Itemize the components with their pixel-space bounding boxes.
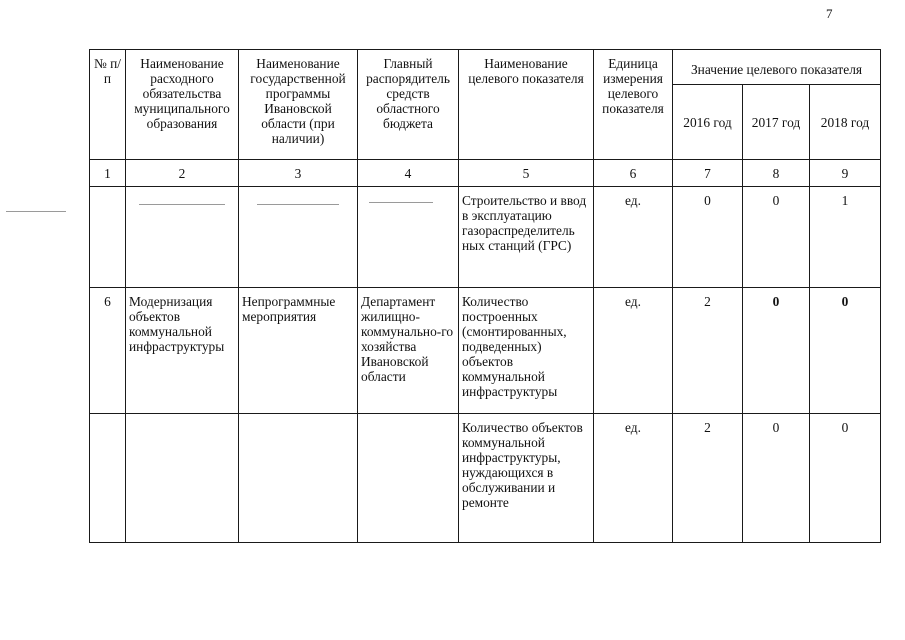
header-col-obligation: Наименование расходного обязательства муниципального образования [126,50,239,160]
header-value-group: Значение целевого показателя [673,50,881,85]
table-row [90,288,881,414]
column-index: 8 [743,160,810,187]
administrator-cell [358,414,459,543]
column-index: 6 [594,160,673,187]
header-year-2018: 2018 год [810,85,881,160]
row-number [90,187,126,288]
column-index: 2 [126,160,239,187]
indicators-table [89,49,881,543]
column-index: 1 [90,160,126,187]
unit-cell: ед. [594,288,673,414]
unit-cell: ед. [594,414,673,543]
value-2017: 0 [743,414,810,543]
row-number: 6 [90,288,126,414]
column-index: 9 [810,160,881,187]
value-2018: 0 [810,414,881,543]
header-col-program: Наименование государственной программы Ивановской области (при наличии) [239,50,358,160]
column-index: 7 [673,160,743,187]
header-col-administrator: Главный распорядитель средств областного бюджета [358,50,459,160]
value-2016: 2 [673,288,743,414]
column-index: 4 [358,160,459,187]
obligation-cell: Модернизация объектов коммунальной инфраструктуры [126,288,239,414]
page-number: 7 [826,6,833,21]
indicator-cell: Количество объектов коммунальной инфраструктуры, нуждающихся в обслуживании и ремонте [459,414,594,543]
value-2018: 1 [810,187,881,288]
value-2016: 2 [673,414,743,543]
value-2017: 0 [743,288,810,414]
obligation-cell [126,414,239,543]
value-2017: 0 [743,187,810,288]
column-number-row [90,160,881,187]
program-cell [239,187,358,288]
indicator-cell: Строительство и ввод в эксплуатацию газораспределитель ных станций (ГРС) [459,187,594,288]
header-col-unit: Единица измерения целевого показателя [594,50,673,160]
indicator-cell: Количество построенных (смонтированных, подведенных) объектов коммунальной инфраструктуры [459,288,594,414]
unit-cell: ед. [594,187,673,288]
obligation-cell [126,187,239,288]
column-index: 5 [459,160,594,187]
row-number [90,414,126,543]
value-2016: 0 [673,187,743,288]
administrator-cell [358,187,459,288]
header-row [90,50,881,85]
header-year-2017: 2017 год [743,85,810,160]
header-year-2016: 2016 год [673,85,743,160]
program-cell [239,414,358,543]
value-2018: 0 [810,288,881,414]
header-col-number: № п/п [90,50,126,160]
administrator-cell: Департамент жилищно-коммунально-го хозяйства Ивановской области [358,288,459,414]
table-row [90,414,881,543]
table-row [90,187,881,288]
header-col-indicator: Наименование целевого показателя [459,50,594,160]
program-cell: Непрограммные мероприятия [239,288,358,414]
scan-artifact [6,211,66,212]
column-index: 3 [239,160,358,187]
